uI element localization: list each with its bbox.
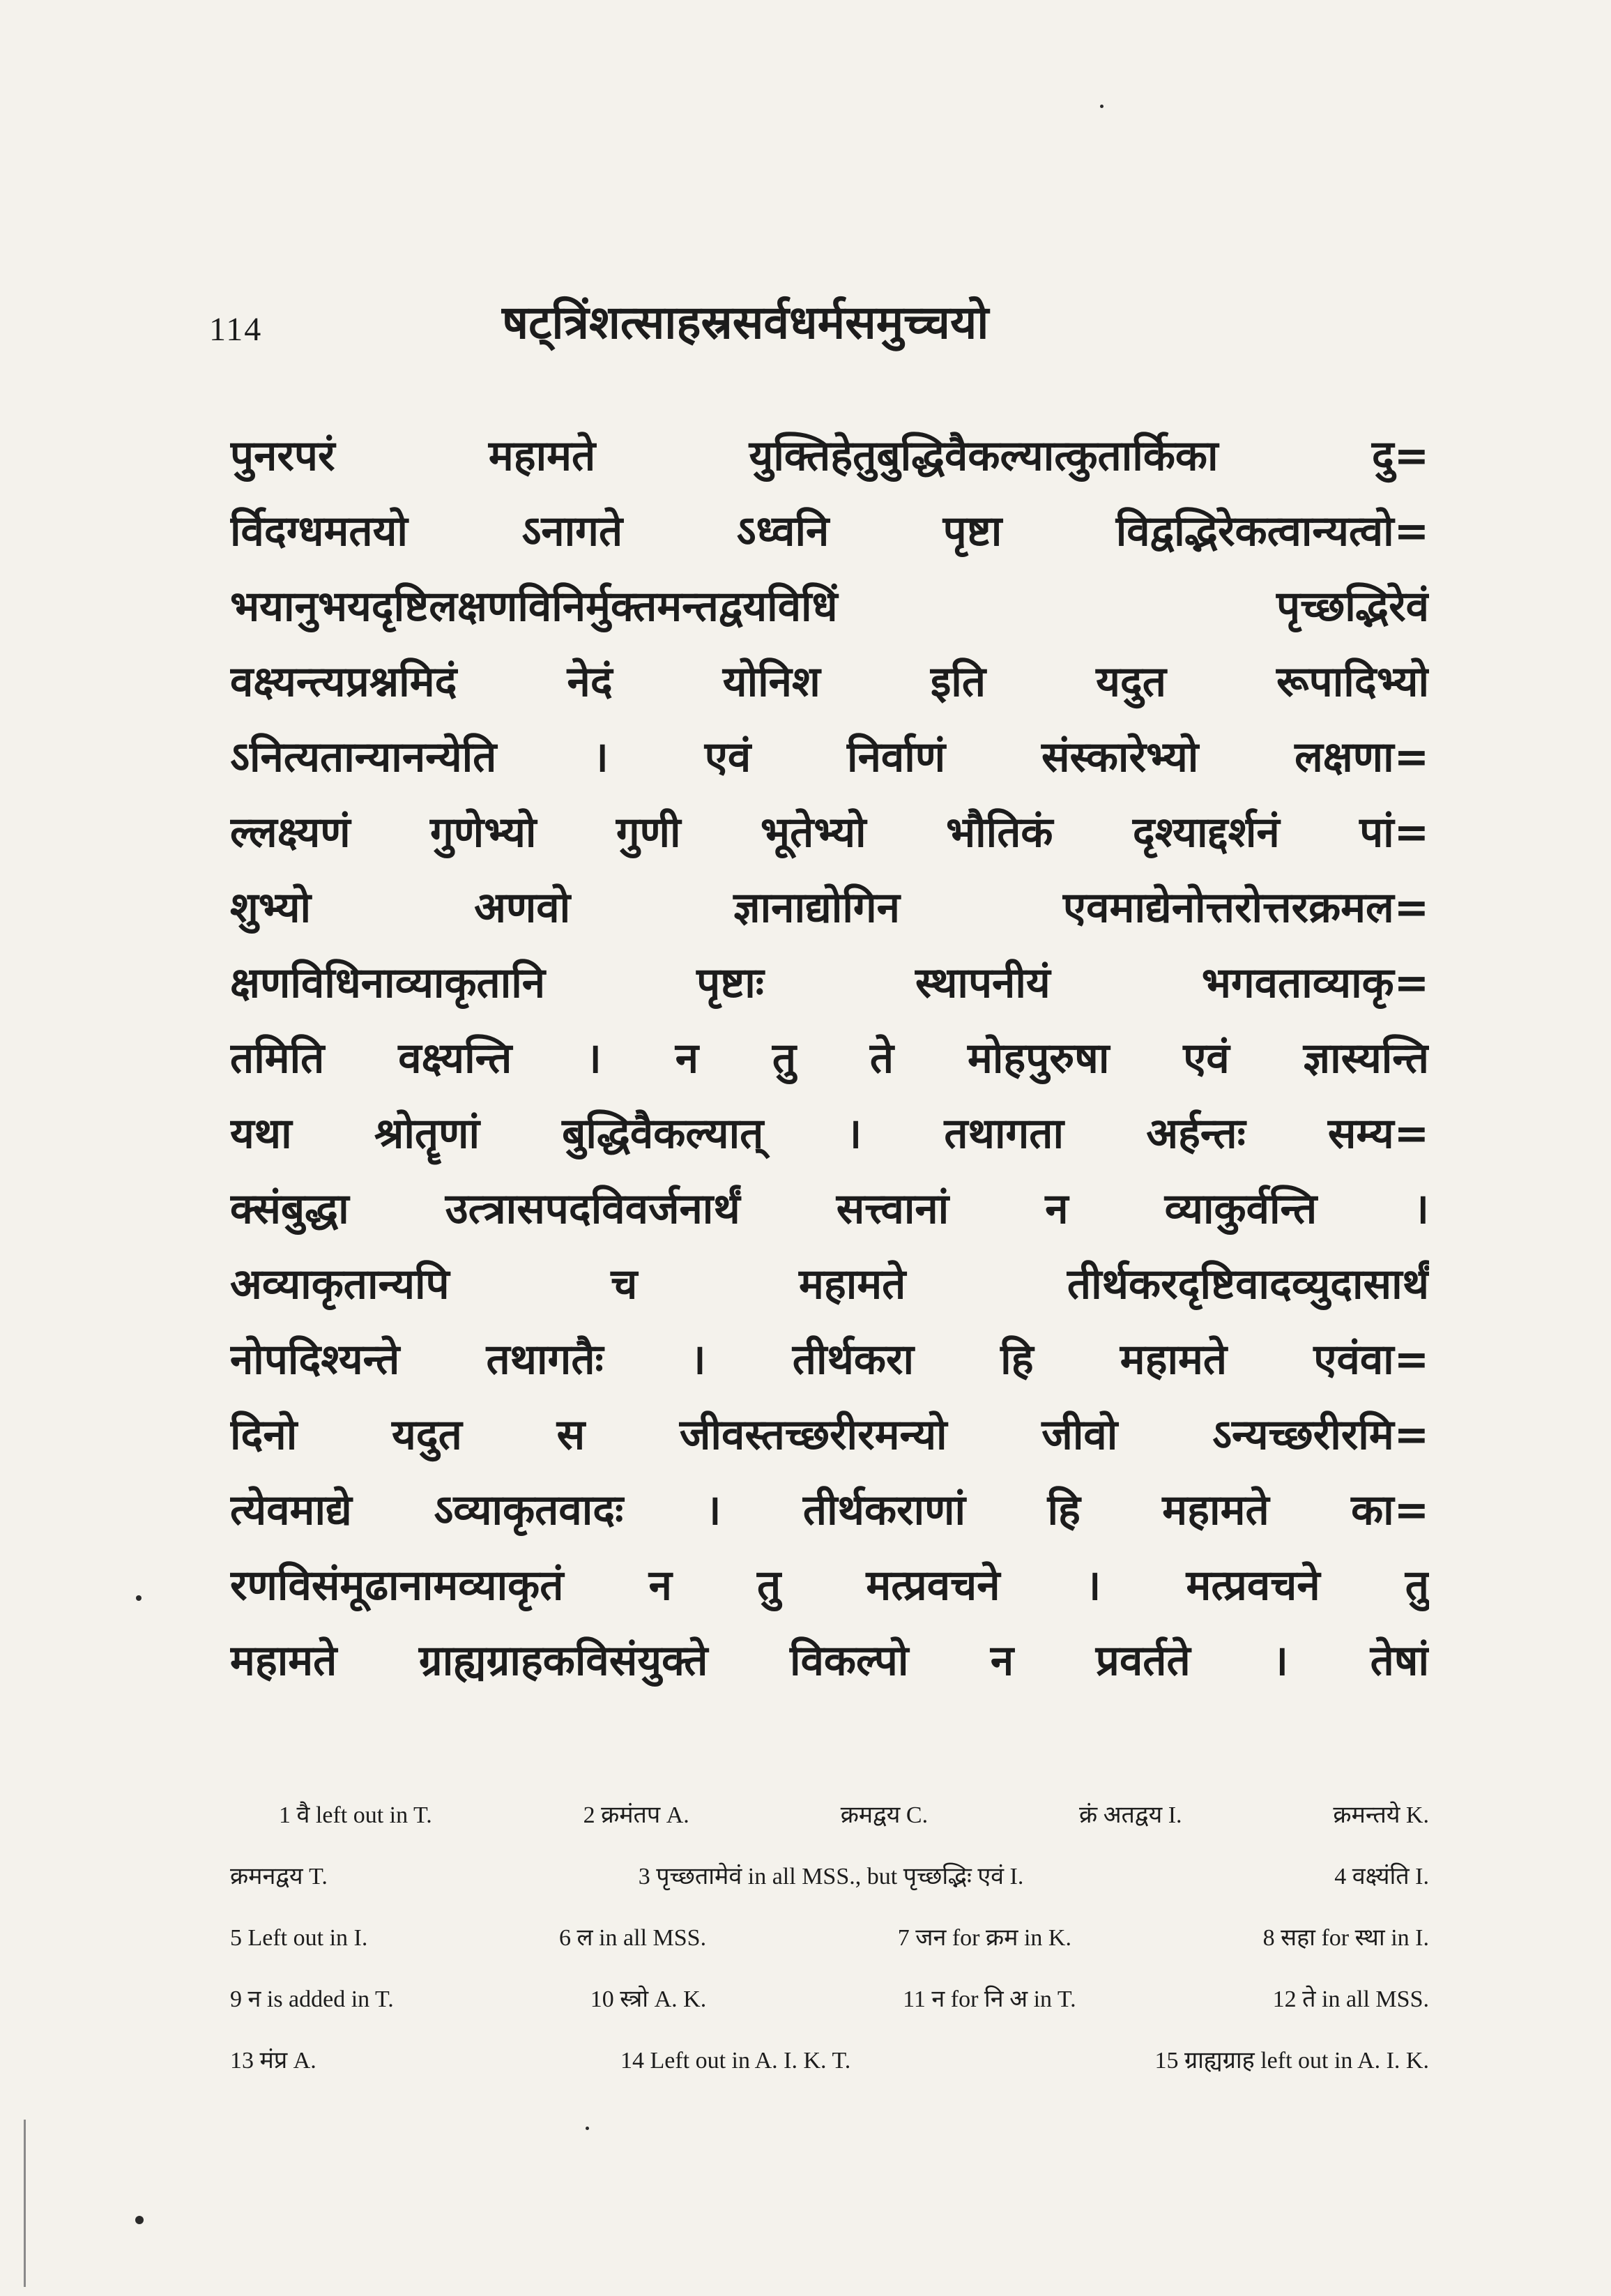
footnote: 12 ते in all MSS. — [1272, 1986, 1429, 2012]
footnote: 6 ल in all MSS. — [559, 1925, 707, 1951]
footnote: 15 ग्राह्यग्राह left out in A. I. K. — [1154, 2048, 1429, 2074]
text-line: र्विदग्धमतयो ऽनागते ऽध्वनि पृष्टा विद्वद्भिरेकत्वान्यत्वो= — [230, 507, 1429, 556]
text-line: रणविसंमूढानामव्याकृतं न तु मत्प्रवचने । मत्प्रवचने तु — [230, 1561, 1429, 1610]
text-line: शुभ्यो अणवो ज्ञानाद्योगिन एवमाद्येनोत्तरोत्तरक्रमल= — [230, 883, 1429, 932]
running-title: षट्त्रिंशत्साहस्रसर्वधर्मसमुच्चयो — [502, 296, 989, 349]
footnote-row — [230, 1908, 1429, 1969]
footnote: 10 स्त्रो A. K. — [590, 1986, 707, 2012]
footnotes-block — [230, 1785, 1429, 2092]
text-line: वक्ष्यन्त्यप्रश्नमिदं नेदं योनिश इति यदुत रूपादिभ्यो — [230, 657, 1429, 706]
scan-edge-line — [24, 2120, 26, 2287]
footnote-row — [230, 1846, 1429, 1908]
footnote: 9 न is added in T. — [230, 1986, 394, 2012]
text-line: महामते ग्राह्यग्राहकविसंयुक्ते विकल्पो न प्रवर्तते । तेषां — [230, 1636, 1429, 1685]
footnote: 2 क्रमंतप A. — [583, 1802, 689, 1828]
page-number: 114 — [209, 311, 263, 348]
page-header — [209, 289, 1422, 373]
footnote-row — [230, 2030, 1429, 2092]
text-line: पुनरपरं महामते युक्तिहेतुबुद्धिवैकल्यात्कुतार्किका दु= — [230, 432, 1429, 480]
text-line: क्संबुद्धा उत्त्रासपदविवर्जनार्थं सत्त्वानां न व्याकुर्वन्ति । — [230, 1185, 1429, 1233]
scan-speck — [135, 2216, 144, 2224]
footnote-row — [230, 1969, 1429, 2030]
scan-speck — [1100, 105, 1104, 108]
text-line: त्येवमाद्ये ऽव्याकृतवादः । तीर्थकराणां हि महामते का= — [230, 1486, 1429, 1535]
text-line: ल्लक्ष्यणं गुणेभ्यो गुणी भूतेभ्यो भौतिकं दृश्याद्दर्शनं पां= — [230, 808, 1429, 857]
text-line: अव्याकृतान्यपि च महामते तीर्थकरदृष्टिवादव्युदासार्थं — [230, 1260, 1429, 1309]
main-text-block — [230, 418, 1429, 1698]
text-line: भयानुभयदृष्टिलक्षणविनिर्मुक्तमन्तद्वयविधिं पृच्छद्भिरेवं — [230, 582, 1429, 631]
footnote: क्रमनद्वय T. — [230, 1864, 328, 1890]
text-line: यथा श्रोतॄणां बुद्धिवैकल्यात् । तथागता अर्हन्तः सम्य= — [230, 1109, 1429, 1158]
footnote: 3 पृच्छतामेवं in all MSS., but पृच्छद्भिः एवं I. — [638, 1864, 1024, 1890]
footnote: 8 सहा for स्था in I. — [1262, 1925, 1429, 1951]
footnote: 5 Left out in I. — [230, 1925, 368, 1951]
footnote: 4 वक्ष्यंति I. — [1334, 1864, 1429, 1890]
text-line: नोपदिश्यन्ते तथागतैः । तीर्थकरा हि महामते एवंवा= — [230, 1335, 1429, 1384]
scan-speck — [586, 2127, 589, 2130]
footnote: 7 जन for क्रम in K. — [897, 1925, 1071, 1951]
footnote: क्रमन्तये K. — [1333, 1802, 1429, 1828]
footnote-row — [230, 1785, 1429, 1846]
footnote: 13 मंप्र A. — [230, 2048, 316, 2074]
footnote: क्रमद्वय C. — [840, 1802, 929, 1828]
text-line: ऽनित्यतान्यानन्येति । एवं निर्वाणं संस्कारेभ्यो लक्षणा= — [230, 733, 1429, 782]
footnote: क्रं अतद्वय I. — [1078, 1802, 1182, 1828]
footnote: 1 वै left out in T. — [279, 1802, 432, 1828]
footnote: 11 न for नि अ in T. — [903, 1986, 1076, 2012]
text-line: तमिति वक्ष्यन्ति । न तु ते मोहपुरुषा एवं ज्ञास्यन्ति — [230, 1034, 1429, 1083]
footnote: 14 Left out in A. I. K. T. — [620, 2048, 851, 2074]
text-line: दिनो यदुत स जीवस्तच्छरीरमन्यो जीवो ऽन्यच्छरीरमि= — [230, 1411, 1429, 1459]
scan-speck — [136, 1595, 142, 1601]
text-line: क्षणविधिनाव्याकृतानि पृष्टाः स्थापनीयं भगवताव्याकृ= — [230, 959, 1429, 1008]
